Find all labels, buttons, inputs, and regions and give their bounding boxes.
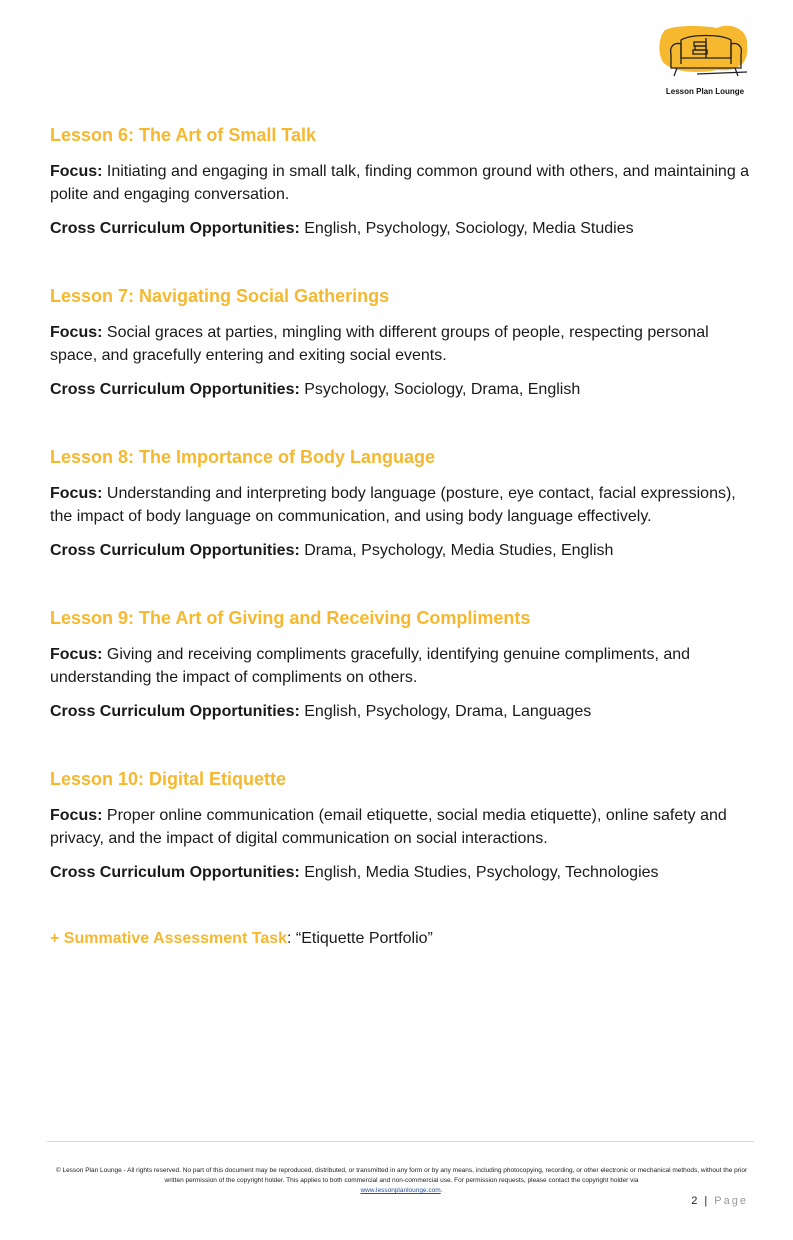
page-separator: | xyxy=(699,1195,715,1207)
copyright-notice xyxy=(55,1166,748,1196)
page-number-value: 2 xyxy=(691,1195,700,1207)
cross-curriculum-paragraph xyxy=(50,700,750,723)
lesson-title: Lesson 6: The Art of Small Talk xyxy=(50,125,317,145)
focus-paragraph xyxy=(50,321,750,367)
lesson-title: Lesson 8: The Importance of Body Language xyxy=(50,447,436,467)
focus-text: Understanding and interpreting body language (posture, eye contact, facial expressions), the impact of body language on communication, and using body language effectively. xyxy=(50,485,736,525)
lesson-8 xyxy=(50,444,750,562)
lesson-6 xyxy=(50,122,750,240)
lesson-title: Lesson 10: Digital Etiquette xyxy=(50,769,287,789)
focus-paragraph xyxy=(50,160,750,206)
cross-curriculum-text: English, Media Studies, Psychology, Technologies xyxy=(304,864,659,881)
cross-curriculum-text: Psychology, Sociology, Drama, English xyxy=(304,381,581,398)
lesson-10 xyxy=(50,766,750,884)
summative-separator: : xyxy=(287,930,296,947)
cross-curriculum-label: Cross Curriculum Opportunities: xyxy=(50,542,300,559)
lesson-9 xyxy=(50,605,750,723)
website-link[interactable]: www.lessonplanlounge.com xyxy=(360,1187,441,1194)
link-suffix: . xyxy=(440,1187,443,1194)
lesson-7 xyxy=(50,283,750,401)
logo-text: Lesson Plan Lounge xyxy=(665,87,745,96)
lesson-title: Lesson 9: The Art of Giving and Receiving Compliments xyxy=(50,608,531,628)
copyright-text: © Lesson Plan Lounge - All rights reserved. No part of this document may be reproduced, distributed, or transmitted in any form or by any means, including photocopying, recording, or other electronic or mechanical methods, without the prior written permission of the copyright holder. This applies to both commercial and non-commercial use. For permission requests, please contact the copyright holder via xyxy=(55,1167,748,1184)
summative-assessment xyxy=(50,927,750,950)
cross-curriculum-text: English, Psychology, Drama, Languages xyxy=(304,703,592,720)
cross-curriculum-paragraph xyxy=(50,217,750,240)
logo xyxy=(655,24,755,104)
sofa-logo-icon xyxy=(657,24,753,86)
lesson-list xyxy=(50,122,750,950)
focus-text: Giving and receiving compliments gracefully, identifying genuine compliments, and understanding the impact of compliments on others. xyxy=(50,646,691,686)
focus-label: Focus: xyxy=(50,324,103,341)
focus-text: Social graces at parties, mingling with different groups of people, respecting personal space, and gracefully entering and exiting social events. xyxy=(50,324,709,364)
cross-curriculum-paragraph xyxy=(50,539,750,562)
focus-label: Focus: xyxy=(50,485,103,502)
cross-curriculum-label: Cross Curriculum Opportunities: xyxy=(50,703,300,720)
focus-paragraph xyxy=(50,643,750,689)
focus-label: Focus: xyxy=(50,807,103,824)
summative-label: + Summative Assessment Task xyxy=(50,930,288,947)
focus-text: Initiating and engaging in small talk, finding common ground with others, and maintaining a polite and engaging conversation. xyxy=(50,163,750,203)
cross-curriculum-label: Cross Curriculum Opportunities: xyxy=(50,864,300,881)
focus-label: Focus: xyxy=(50,163,103,180)
footer-divider xyxy=(47,1141,754,1142)
cross-curriculum-label: Cross Curriculum Opportunities: xyxy=(50,381,300,398)
page-number xyxy=(691,1195,748,1207)
cross-curriculum-text: Drama, Psychology, Media Studies, English xyxy=(304,542,614,559)
cross-curriculum-text: English, Psychology, Sociology, Media Studies xyxy=(304,220,634,237)
cross-curriculum-label: Cross Curriculum Opportunities: xyxy=(50,220,300,237)
summative-value: “Etiquette Portfolio” xyxy=(295,930,433,947)
focus-paragraph xyxy=(50,482,750,528)
cross-curriculum-paragraph xyxy=(50,861,750,884)
focus-paragraph xyxy=(50,804,750,850)
page-word: Page xyxy=(714,1195,748,1207)
lesson-title: Lesson 7: Navigating Social Gatherings xyxy=(50,286,390,306)
cross-curriculum-paragraph xyxy=(50,378,750,401)
focus-label: Focus: xyxy=(50,646,103,663)
focus-text: Proper online communication (email etiquette, social media etiquette), online safety and privacy, and the impact of digital communication on social interactions. xyxy=(50,807,727,847)
